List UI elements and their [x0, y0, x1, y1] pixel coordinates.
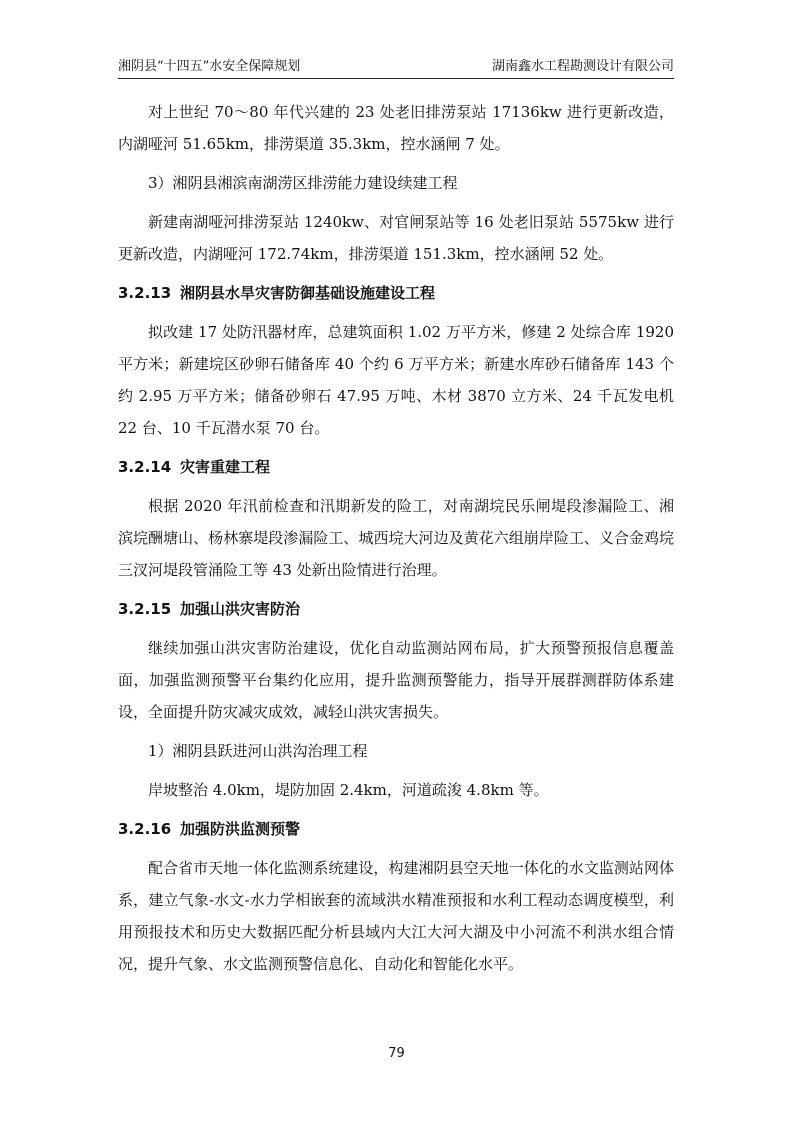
section-title: 灾害重建工程	[180, 458, 271, 476]
page-body	[118, 96, 674, 987]
section-number: 3.2.16	[118, 820, 172, 838]
section-title: 加强山洪灾害防治	[180, 600, 301, 618]
paragraph-disaster-defense-infrastructure: 拟改建 17 处防汛器材库，总建筑面积 1.02 万平方米，修建 2 处综合库 1920 平方米；新建垸区砂卵石储备库 40 个约 6 万平方米；新建水库砂石储备库 143 个约 2.95 万平方米；储备砂卵石 47.95 万吨、木材 3870 立方米、24 千瓦发电机 22 台、10 千瓦潜水泵 70 台。	[118, 323, 674, 437]
header-company-name: 湖南鑫水工程勘测设计有限公司	[491, 59, 674, 74]
section-title: 加强防洪监测预警	[180, 820, 301, 838]
header-divider	[118, 78, 674, 79]
paragraph-flood-monitoring-warning: 配合省市天地一体化监测系统建设，构建湘阴县空天地一体化的水文监测站网体系，建立气象-水文-水力学相嵌套的流域洪水精准预报和水利工程动态调度模型，利用预报技术和历史大数据匹配分析县域内大江大河大湖及中小河流不利洪水组合情况，提升气象、水文监测预警信息化、自动化和智能化水平。	[118, 859, 674, 973]
section-heading-3-2-14	[118, 451, 674, 483]
list-item-yuejin-river-project: 1）湘阴县跃进河山洪沟治理工程	[148, 742, 368, 760]
paragraph-disaster-reconstruction: 根据 2020 年汛前检查和汛期新发的险工，对南湖垸民乐闸堤段渗漏险工、湘滨垸酬塘山、杨林寨堤段渗漏险工、城西垸大河边及黄花六组崩岸险工、义合金鸡垸三汊河堤段管涌险工等 43 处新出险情进行治理。	[118, 497, 674, 579]
page-header	[118, 52, 674, 74]
page-number: 79	[388, 1046, 405, 1061]
paragraph-yuejin-river-details: 岸坡整治 4.0km，堤防加固 2.4km，河道疏浚 4.8km 等。	[148, 781, 549, 799]
section-heading-3-2-13	[118, 277, 674, 309]
section-heading-3-2-16	[118, 813, 674, 845]
paragraph-nanhu-pump-station: 新建南湖哑河排涝泵站 1240kw、对官闸泵站等 16 处老旧泵站 5575kw 进行更新改造，内湖哑河 172.74km，排涝渠道 151.3km，控水涵闸 52 处。	[118, 213, 674, 263]
section-number: 3.2.14	[118, 458, 172, 476]
list-item-nanhu-drainage-project: 3）湘阴县湘滨南湖涝区排涝能力建设续建工程	[148, 174, 458, 192]
section-number: 3.2.13	[118, 284, 172, 302]
header-document-title: 湘阴县“十四五”水安全保障规划	[118, 59, 301, 74]
section-heading-3-2-15	[118, 593, 674, 625]
section-title: 湘阴县水旱灾害防御基础设施建设工程	[180, 284, 436, 302]
paragraph-pump-station-renovation: 对上世纪 70～80 年代兴建的 23 处老旧排涝泵站 17136kw 进行更新改造，内湖哑河 51.65km，排涝渠道 35.3km，控水涵闸 7 处。	[118, 103, 674, 153]
paragraph-mountain-flood-prevention: 继续加强山洪灾害防治建设，优化自动监测站网布局，扩大预警预报信息覆盖面，加强监测预警平台集约化应用，提升监测预警能力，指导开展群测群防体系建设，全面提升防灾减灾成效，减轻山洪灾害损失。	[118, 639, 674, 721]
section-number: 3.2.15	[118, 600, 172, 618]
